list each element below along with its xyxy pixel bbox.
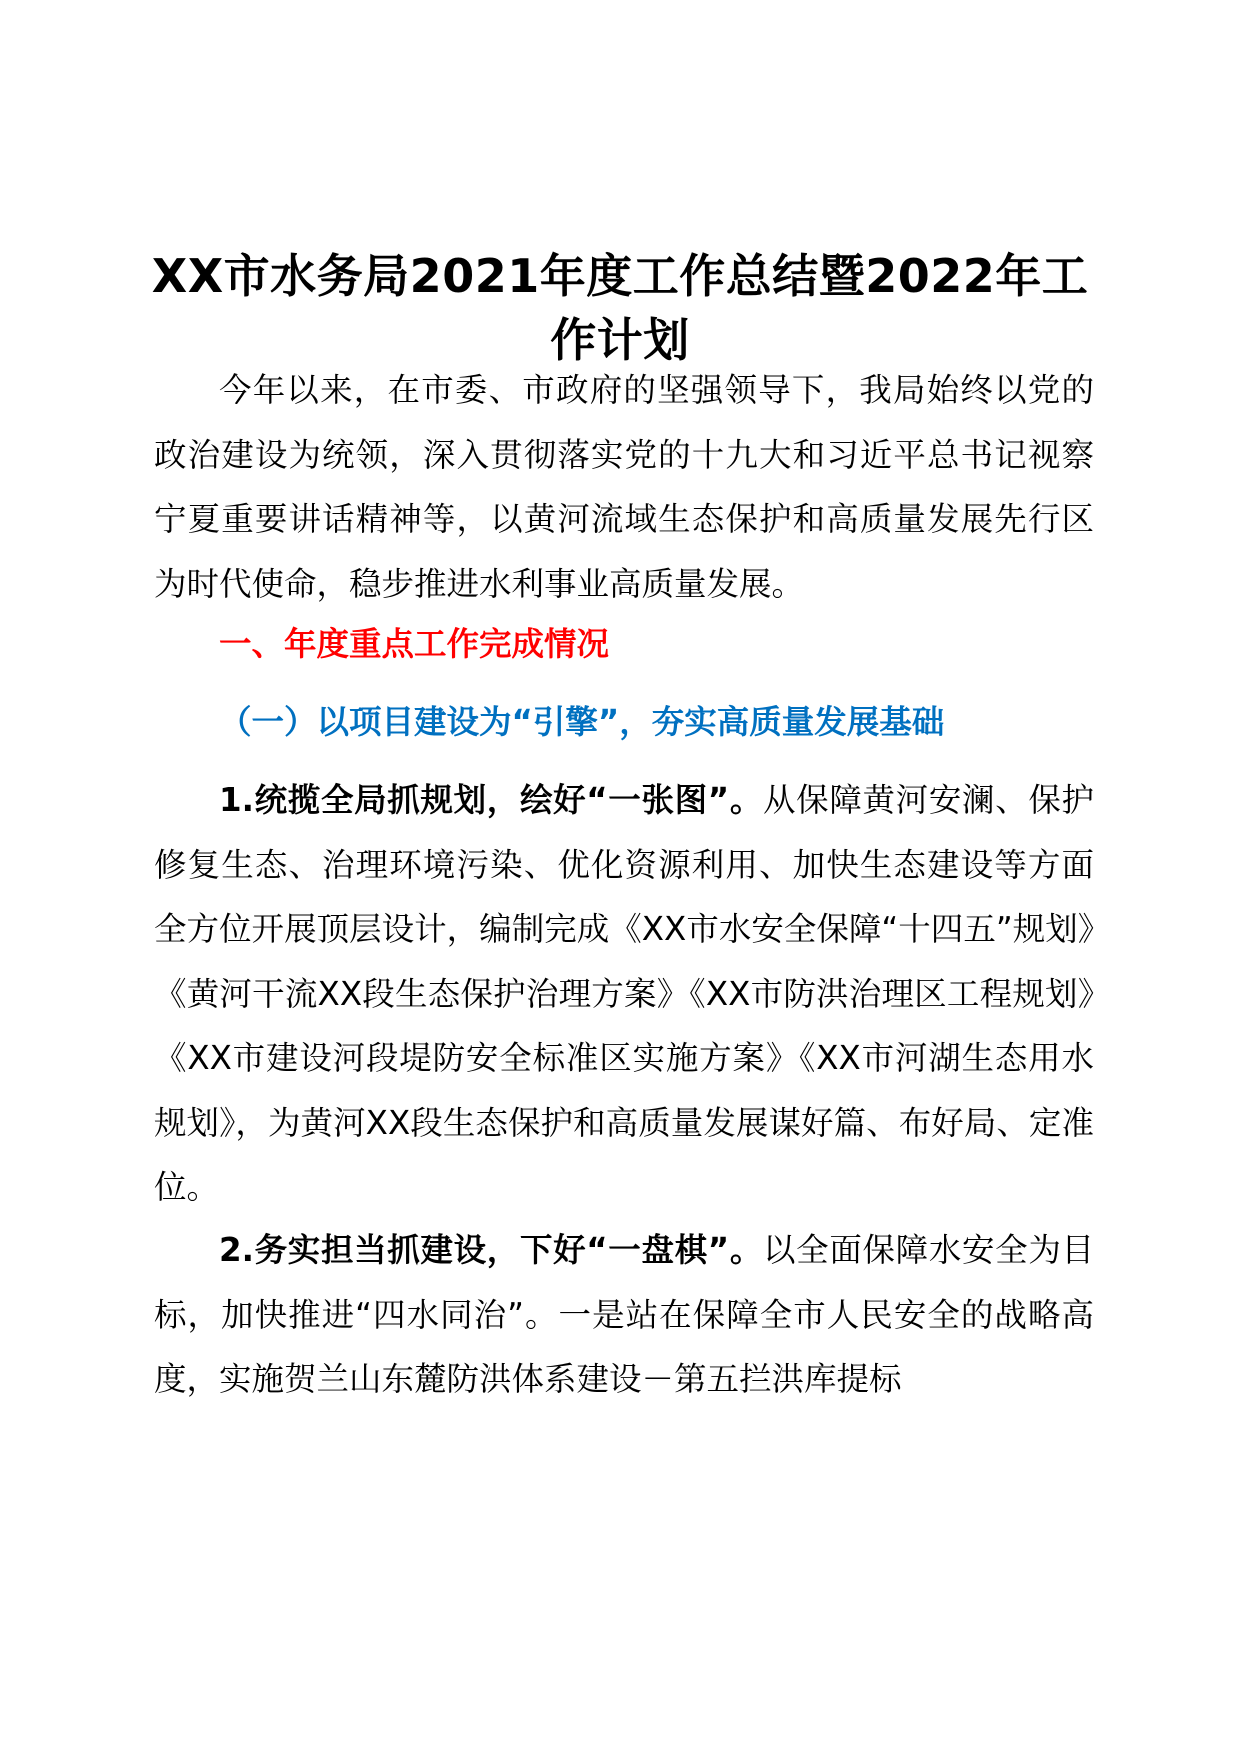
item-lead-2: 2.务实担当抓建设，下好“一盘棋”。 [219, 1231, 763, 1269]
section-heading-1: 一、年度重点工作完成情况 [219, 625, 610, 663]
item-lead-1: 1.统揽全局抓规划，绘好“一张图”。 [219, 781, 763, 819]
item-text-2: 以全面保障水安全为目标，加快推进“四水同治”。一是站在保障全市人民安全的战略高度，实施贺兰山东麓防洪体系建设－第五拦洪库提标 [154, 1231, 1094, 1398]
item-paragraph-1 [154, 768, 1094, 1220]
intro-paragraph: 今年以来，在市委、市政府的坚强领导下，我局始终以党的政治建设为统领，深入贯彻落实党的十九大和习近平总书记视察宁夏重要讲话精神等，以黄河流域生态保护和高质量发展先行区为时代使命，稳步推进水利事业高质量发展。 [154, 371, 1094, 603]
item-text-1: 从保障黄河安澜、保护修复生态、治理环境污染、优化资源利用、加快生态建设等方面全方位开展顶层设计，编制完成《XX市水安全保障“十四五”规划》《黄河干流XX段生态保护治理方案》《XX市防洪治理区工程规划》《XX市建设河段堤防安全标准区实施方案》《XX市河湖生态用水规划》，为黄河XX段生态保护和高质量发展谋好篇、布好局、定准位。 [154, 781, 1094, 1206]
document-title: XX市水务局2021年度工作总结暨2022年工作计划 [151, 249, 1089, 367]
subsection-heading-1: （一）以项目建设为“引擎”，夯实高质量发展基础 [219, 703, 945, 741]
item-paragraph-2 [154, 1218, 1094, 1412]
